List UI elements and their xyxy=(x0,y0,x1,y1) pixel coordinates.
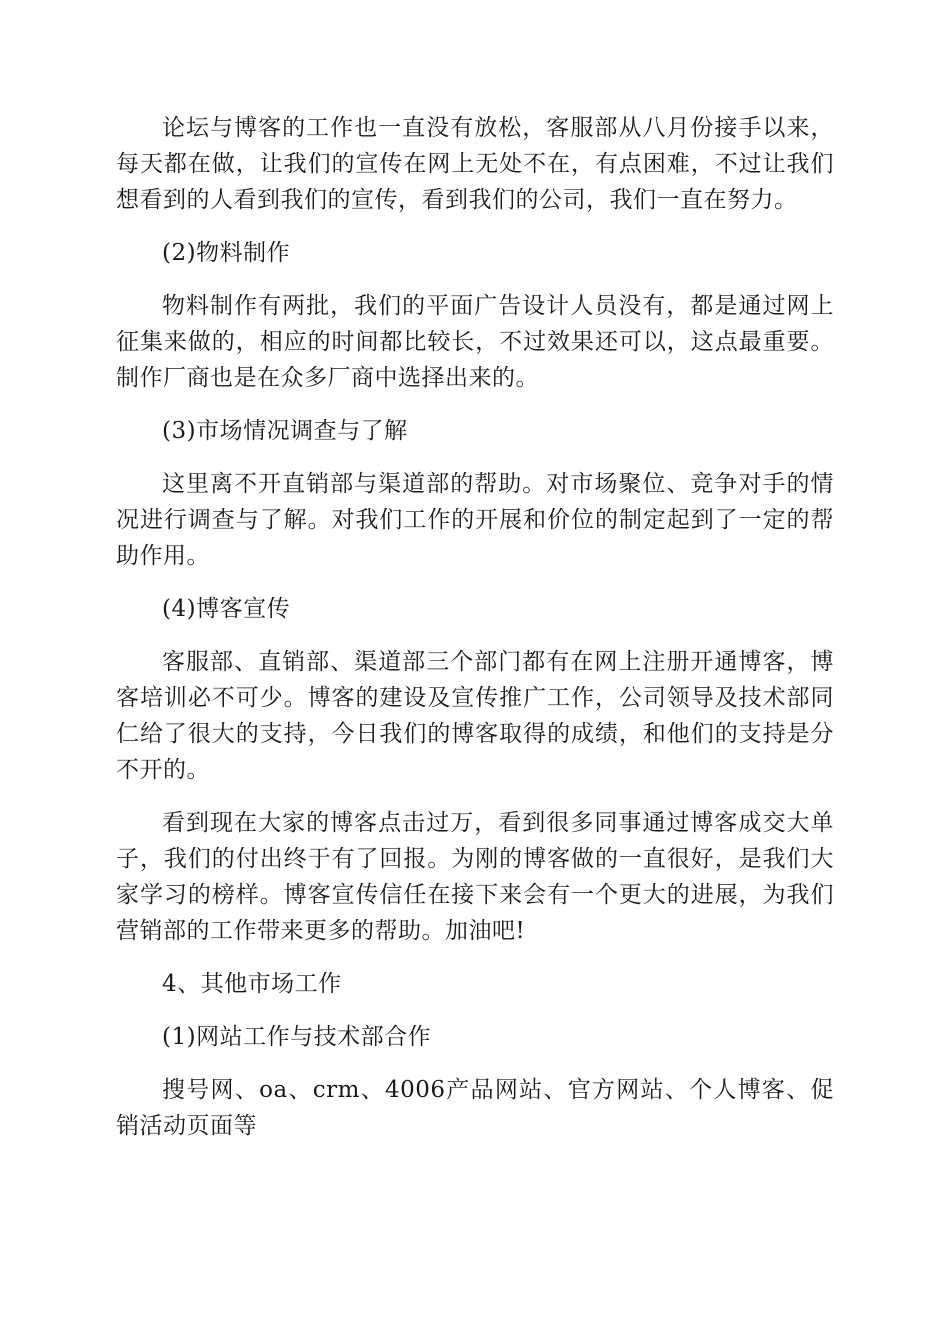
paragraph-forum-blog-work: 论坛与博客的工作也一直没有放松，客服部从八月份接手以来，每天都在做，让我们的宣传在网上无处不在，有点困难，不过让我们想看到的人看到我们的宣传，看到我们的公司，我们一直在努力。 xyxy=(116,115,834,213)
heading-market-survey: (3)市场情况调查与了解 xyxy=(162,418,408,444)
paragraph-blog-registration: 客服部、直销部、渠道部三个部门都有在网上注册开通博客，博客培训必不可少。博客的建设及宣传推广工作，公司领导及技术部同仁给了很大的支持，今日我们的博客取得的成绩，和他们的支持是分不开的。 xyxy=(116,649,834,783)
paragraph-material-production: 物料制作有两批，我们的平面广告设计人员没有，都是通过网上征集来做的，相应的时间都比较长，不过效果还可以，这点最重要。制作厂商也是在众多厂商中选择出来的。 xyxy=(116,293,834,391)
paragraph-blog-results: 看到现在大家的博客点击过万，看到很多同事通过博客成交大单子，我们的付出终于有了回报。为刚的博客做的一直很好，是我们大家学习的榜样。博客宣传信任在接下来会有一个更大的进展，为我们营销部的工作带来更多的帮助。加油吧! xyxy=(116,810,834,944)
paragraph-market-survey: 这里离不开直销部与渠道部的帮助。对市场聚位、竞争对手的情况进行调查与了解。对我们工作的开展和价位的制定起到了一定的帮助作用。 xyxy=(116,471,834,569)
document-body xyxy=(116,110,834,1161)
paragraph-website-list: 搜号网、oa、crm、4006产品网站、官方网站、个人博客、促销活动页面等 xyxy=(116,1077,834,1139)
heading-material-production: (2)物料制作 xyxy=(162,240,291,266)
heading-website-work: (1)网站工作与技术部合作 xyxy=(162,1024,432,1050)
heading-other-market-work: 4、其他市场工作 xyxy=(162,971,342,997)
heading-blog-promotion: (4)博客宣传 xyxy=(162,596,291,622)
